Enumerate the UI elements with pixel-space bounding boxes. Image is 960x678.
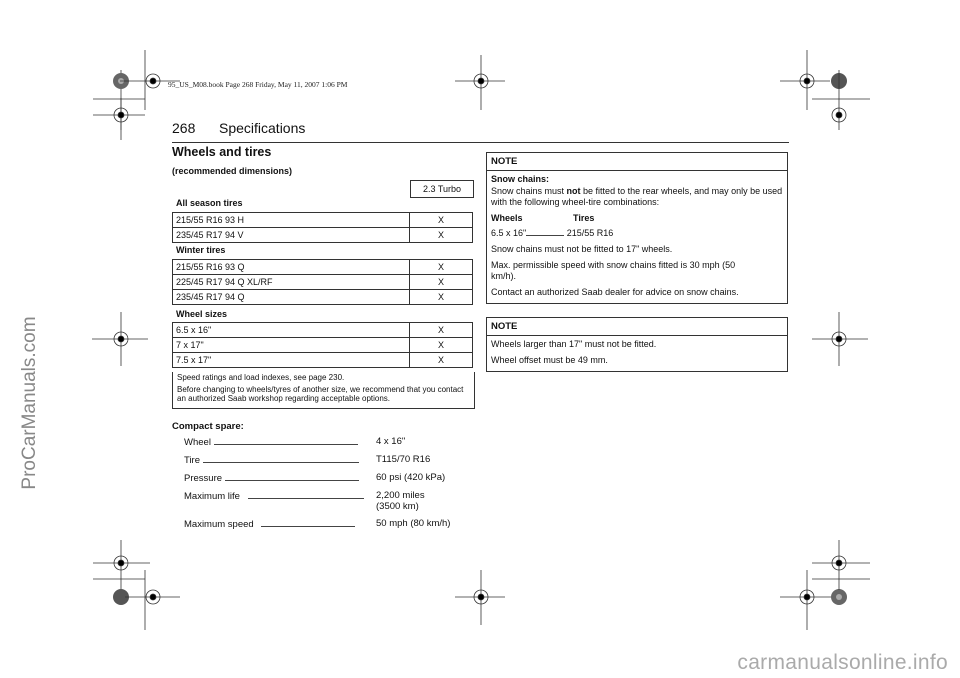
wheel-size: 7.5 x 17"	[173, 353, 410, 368]
table-row	[173, 323, 473, 338]
spare-value: 60 psi (420 kPa)	[376, 472, 446, 483]
print-line: 95_US_M08.book Page 268 Friday, May 11, 2007 1:06 PM	[168, 80, 348, 89]
table-row	[173, 338, 473, 353]
section-title: Specifications	[219, 120, 306, 136]
fit-mark: X	[410, 213, 473, 228]
leader-line	[261, 518, 355, 527]
spare-row-max-speed	[184, 518, 355, 530]
side-watermark: ProCarManuals.com	[19, 316, 40, 490]
wheel-sizes-table	[172, 322, 473, 368]
fit-mark: X	[410, 260, 473, 275]
table-row	[173, 275, 473, 290]
note-paragraph: Wheel offset must be 49 mm.	[491, 355, 608, 365]
combo-wheel: 6.5 x 16"	[491, 228, 527, 238]
wheel-size: 6.5 x 16"	[173, 323, 410, 338]
spare-label: Maximum speed	[184, 519, 254, 530]
compact-spare-title: Compact spare:	[172, 421, 244, 432]
all-season-label: All season tires	[176, 198, 243, 208]
page-number: 268	[172, 120, 196, 136]
note-paragraph	[491, 186, 783, 208]
bottom-watermark: carmanualsonline.info	[737, 651, 948, 674]
note-paragraph: Wheels larger than 17" must not be fitted.	[491, 339, 657, 349]
spare-row-tire	[184, 454, 359, 466]
fit-mark: X	[410, 353, 473, 368]
tire-size: 215/55 R16 93 Q	[173, 260, 410, 275]
column-header: 2.3 Turbo	[410, 180, 474, 198]
all-season-table	[172, 212, 473, 243]
wheel-size: 7 x 17"	[173, 338, 410, 353]
leader-line	[225, 472, 359, 481]
spare-value: 50 mph (80 km/h)	[376, 518, 451, 529]
subtitle: (recommended dimensions)	[172, 166, 293, 176]
spare-label: Pressure	[184, 473, 223, 484]
note-wheel-limits	[486, 317, 788, 372]
note-speed-ratings: Speed ratings and load indexes, see page 230.	[177, 373, 345, 382]
note-paragraph: Contact an authorized Saab dealer for advice on snow chains.	[491, 287, 739, 297]
wheel-sizes-label: Wheel sizes	[176, 309, 228, 319]
leader-line	[214, 436, 358, 445]
tire-size: 235/45 R17 94 Q	[173, 290, 410, 305]
note-text-emphasis: not	[566, 186, 581, 196]
header-rule	[172, 142, 789, 143]
winter-label: Winter tires	[176, 245, 226, 255]
leader-line	[203, 454, 359, 463]
note-text: Snow chains must	[491, 186, 567, 196]
spare-row-max-life	[184, 490, 364, 502]
winter-table	[172, 259, 473, 305]
table-row	[173, 260, 473, 275]
combo-col-tires: Tires	[573, 213, 595, 223]
combo-tire: 215/55 R16	[566, 228, 614, 238]
spare-row-pressure	[184, 472, 359, 484]
leader-line	[526, 227, 564, 236]
combo-row	[491, 227, 783, 239]
note-paragraph: Snow chains must not be fitted to 17" wheels.	[491, 244, 673, 254]
spare-value: 2,200 miles	[376, 490, 425, 501]
fit-mark: X	[410, 323, 473, 338]
fit-mark: X	[410, 338, 473, 353]
tire-size: 225/45 R17 94 Q XL/RF	[173, 275, 410, 290]
spare-value-metric: (3500 km)	[376, 501, 419, 512]
fit-mark: X	[410, 275, 473, 290]
table-row	[173, 290, 473, 305]
combo-header	[491, 213, 783, 224]
note-text: be fitted to the rear wheels, and may only be used with the following wheel-tire combinations:	[491, 186, 783, 207]
spare-value: 4 x 16"	[376, 436, 406, 447]
tire-size: 235/45 R17 94 V	[173, 228, 410, 243]
table-row	[173, 213, 473, 228]
note-heading: NOTE	[487, 153, 787, 171]
note-subheading: Snow chains:	[491, 174, 550, 184]
tire-size: 215/55 R16 93 H	[173, 213, 410, 228]
fit-mark: X	[410, 228, 473, 243]
spare-label: Wheel	[184, 437, 211, 448]
note-paragraph: Max. permissible speed with snow chains fitted is 30 mph (50 km/h).	[491, 260, 736, 281]
note-snow-chains	[486, 152, 788, 304]
fit-mark: X	[410, 290, 473, 305]
note-body	[487, 171, 787, 303]
spare-label: Tire	[184, 455, 201, 466]
page-title: Wheels and tires	[172, 145, 272, 159]
table-row	[173, 228, 473, 243]
note-heading: NOTE	[487, 318, 787, 336]
spare-row-wheel	[184, 436, 358, 448]
table-notes	[172, 372, 475, 409]
note-changing-wheels: Before changing to wheels/tyres of another size, we recommend that you contact an authorized Saab workshop regarding acceptable options.	[177, 384, 464, 403]
table-row	[173, 353, 473, 368]
leader-line	[248, 490, 364, 499]
combo-col-wheels: Wheels	[491, 213, 523, 223]
spare-label: Maximum life	[184, 491, 240, 502]
note-body	[487, 336, 787, 371]
spare-value: T115/70 R16	[376, 454, 431, 465]
